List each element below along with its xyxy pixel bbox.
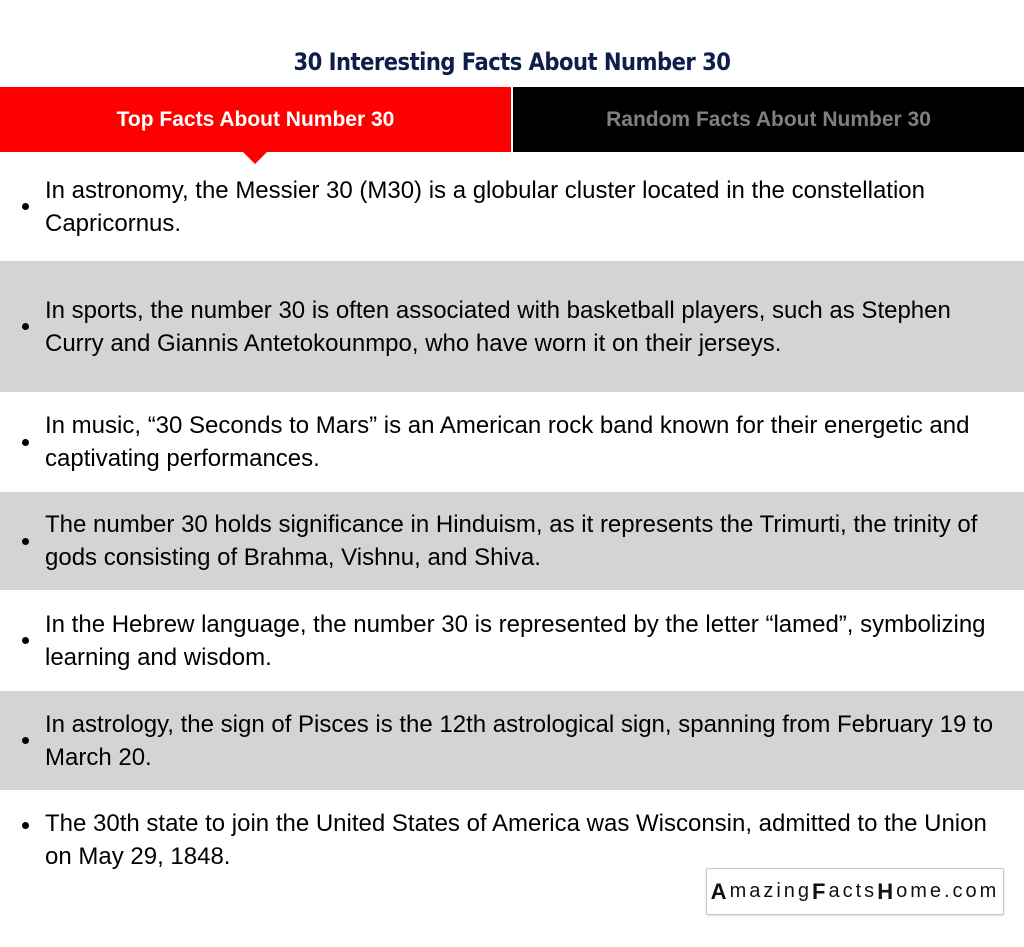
bullet-icon [22, 737, 29, 744]
fact-item [0, 392, 1024, 492]
fact-text: In astrology, the sign of Pisces is the 12th astrological sign, spanning from February 19 to March 20. [45, 710, 994, 771]
watermark-part: A [710, 878, 730, 904]
fact-text: The number 30 holds significance in Hinduism, as it represents the Trimurti, the trinity of gods consisting of Brahma, Vishnu, and Shiva. [45, 511, 978, 571]
fact-text: In sports, the number 30 is often associated with basketball players, such as Stephen Curry and Giannis Antetokounmpo, who have worn it on their jerseys. [45, 296, 951, 357]
fact-item [0, 691, 1024, 790]
tab-bar [0, 87, 1024, 152]
fact-item [0, 261, 1024, 392]
tab-random-facts-label: Random Facts About Number 30 [606, 107, 931, 131]
fact-text: In astronomy, the Messier 30 (M30) is a globular cluster located in the constellation Capricornus. [45, 176, 925, 237]
bullet-icon [22, 822, 29, 829]
fact-text: In the Hebrew language, the number 30 is represented by the letter “lamed”, symbolizing learning and wisdom. [45, 610, 986, 671]
fact-item [0, 492, 1024, 590]
fact-text: The 30th state to join the United States of America was Wisconsin, admitted to the Union on May 29, 1848. [45, 810, 987, 870]
bullet-icon [22, 203, 29, 210]
fact-text: In music, “30 Seconds to Mars” is an American rock band known for their energetic and captivating performances. [45, 412, 970, 472]
tab-top-facts-label: Top Facts About Number 30 [116, 107, 395, 131]
fact-item [0, 152, 1024, 261]
tab-top-facts[interactable] [0, 87, 511, 152]
watermark-part: acts [828, 880, 878, 902]
watermark-part: ome.com [896, 880, 1000, 902]
bullet-icon [22, 323, 29, 330]
bullet-icon [22, 538, 29, 545]
tab-random-facts[interactable] [513, 87, 1024, 152]
site-watermark [706, 868, 1004, 915]
fact-list [0, 152, 1024, 890]
watermark-part: H [877, 878, 897, 904]
fact-item [0, 590, 1024, 691]
bullet-icon [22, 439, 29, 446]
bullet-icon [22, 637, 29, 644]
watermark-part: mazing [729, 880, 813, 902]
page-title: 30 Interesting Facts About Number 30 [293, 48, 731, 77]
watermark-part: F [812, 878, 829, 904]
